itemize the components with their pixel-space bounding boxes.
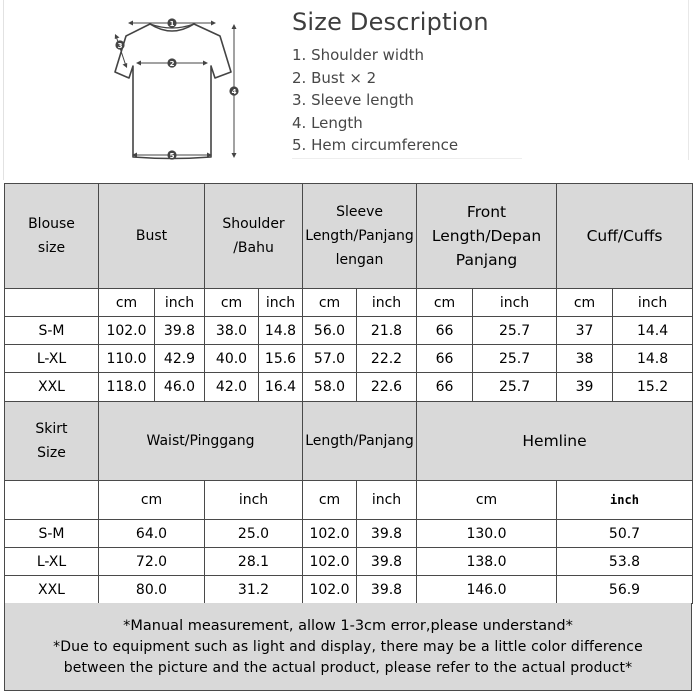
- size-cell: XXL: [5, 373, 99, 402]
- value-cell: 15.2: [613, 373, 693, 402]
- value-cell: 102.0: [99, 317, 155, 345]
- value-cell: 14.8: [259, 317, 303, 345]
- value-cell: 80.0: [99, 576, 205, 604]
- value-cell: 57.0: [303, 345, 357, 373]
- value-cell: 40.0: [205, 345, 259, 373]
- note-color-difference: *Due to equipment such as light and display, there may be a little color difference: [53, 639, 643, 655]
- list-item: 1. Shoulder width: [292, 46, 424, 64]
- tshirt-diagram: [98, 8, 258, 168]
- value-cell: 102.0: [303, 548, 357, 576]
- value-cell: 102.0: [303, 576, 357, 604]
- value-cell: 39.8: [357, 520, 417, 548]
- value-cell: 46.0: [155, 373, 205, 402]
- blouse-units-row: [5, 289, 693, 317]
- unit-cell: cm: [303, 289, 357, 317]
- size-cell: S-M: [5, 317, 99, 345]
- value-cell: 25.7: [473, 345, 557, 373]
- value-cell: 14.8: [613, 345, 693, 373]
- tshirt-icon: [98, 8, 258, 168]
- value-cell: 42.9: [155, 345, 205, 373]
- unit-cell: cm: [557, 289, 613, 317]
- table-row: [5, 317, 693, 345]
- cuff-header: Cuff/Cuffs: [557, 184, 693, 289]
- unit-cell: inch: [155, 289, 205, 317]
- empty-cell: [5, 289, 99, 317]
- value-cell: 66: [417, 317, 473, 345]
- size-cell: L-XL: [5, 345, 99, 373]
- unit-cell: inch: [557, 481, 693, 520]
- value-cell: 25.7: [473, 373, 557, 402]
- list-item: 5. Hem circumference: [292, 136, 459, 154]
- unit-cell: cm: [417, 481, 557, 520]
- value-cell: 25.7: [473, 317, 557, 345]
- unit-cell: inch: [357, 481, 417, 520]
- table-row: [5, 520, 693, 548]
- skirt-size-header: Skirt Size: [5, 402, 99, 481]
- value-cell: 22.2: [357, 345, 417, 373]
- unit-cell: inch: [357, 289, 417, 317]
- hemline-header: Hemline: [417, 402, 693, 481]
- value-cell: 31.2: [205, 576, 303, 604]
- unit-cell: inch: [473, 289, 557, 317]
- unit-cell: cm: [417, 289, 473, 317]
- size-description-list: [292, 44, 458, 157]
- value-cell: 102.0: [303, 520, 357, 548]
- size-cell: S-M: [5, 520, 99, 548]
- marker-3-label: 3: [117, 41, 123, 50]
- skirt-length-header: Length/Panjang: [303, 402, 417, 481]
- marker-2-label: 2: [169, 59, 175, 68]
- shoulder-header: Shoulder /Bahu: [205, 184, 303, 289]
- value-cell: 38.0: [205, 317, 259, 345]
- list-item: 4. Length: [292, 113, 363, 132]
- value-cell: 138.0: [417, 548, 557, 576]
- value-cell: 16.4: [259, 373, 303, 402]
- size-cell: L-XL: [5, 548, 99, 576]
- value-cell: 146.0: [417, 576, 557, 604]
- front-length-header: Front Length/Depan Panjang: [417, 184, 557, 289]
- value-cell: 37: [557, 317, 613, 345]
- note-manual-measurement: *Manual measurement, allow 1-3cm error,please understand*: [123, 618, 573, 634]
- value-cell: 130.0: [417, 520, 557, 548]
- size-cell: XXL: [5, 576, 99, 604]
- marker-1-label: 1: [169, 19, 175, 28]
- value-cell: 58.0: [303, 373, 357, 402]
- value-cell: 56.9: [557, 576, 693, 604]
- value-cell: 56.0: [303, 317, 357, 345]
- value-cell: 39.8: [357, 576, 417, 604]
- value-cell: 38: [557, 345, 613, 373]
- unit-cell: cm: [99, 289, 155, 317]
- value-cell: 64.0: [99, 520, 205, 548]
- value-cell: 66: [417, 373, 473, 402]
- value-cell: 53.8: [557, 548, 693, 576]
- value-cell: 72.0: [99, 548, 205, 576]
- value-cell: 28.1: [205, 548, 303, 576]
- value-cell: 118.0: [99, 373, 155, 402]
- top-right-edge: [688, 0, 689, 160]
- value-cell: 14.4: [613, 317, 693, 345]
- unit-cell: cm: [205, 289, 259, 317]
- value-cell: 42.0: [205, 373, 259, 402]
- unit-cell: inch: [205, 481, 303, 520]
- value-cell: 25.0: [205, 520, 303, 548]
- size-description-section: [0, 0, 693, 183]
- value-cell: 66: [417, 345, 473, 373]
- blouse-size-header: Blouse size: [5, 184, 99, 289]
- table-row: [5, 373, 693, 402]
- list-item: 3. Sleeve length: [292, 91, 414, 109]
- value-cell: 39.8: [357, 548, 417, 576]
- unit-cell: cm: [99, 481, 205, 520]
- note-actual-product: between the picture and the actual product, please refer to the actual product*: [63, 660, 633, 676]
- blouse-header-row: [5, 184, 693, 289]
- value-cell: 22.6: [357, 373, 417, 402]
- table-row: [5, 548, 693, 576]
- blouse-size-table: [4, 183, 693, 402]
- skirt-units-row: [5, 481, 693, 520]
- value-cell: 39: [557, 373, 613, 402]
- list-item: 2. Bust × 2: [292, 68, 377, 87]
- unit-cell: inch: [613, 289, 693, 317]
- marker-4-label: 4: [231, 87, 237, 96]
- skirt-header-row: [5, 402, 693, 481]
- marker-5-label: 5: [169, 151, 175, 160]
- table-row: [5, 345, 693, 373]
- divider: [292, 158, 522, 159]
- waist-header: Waist/Pinggang: [99, 402, 303, 481]
- unit-cell: inch: [259, 289, 303, 317]
- skirt-size-table: [4, 401, 693, 604]
- sleeve-length-header: Sleeve Length/Panjang lengan: [303, 184, 417, 289]
- unit-cell: cm: [303, 481, 357, 520]
- table-row: [5, 576, 693, 604]
- top-left-edge: [3, 0, 4, 180]
- size-description-title: Size Description: [292, 8, 489, 36]
- value-cell: 50.7: [557, 520, 693, 548]
- empty-cell: [5, 481, 99, 520]
- value-cell: 21.8: [357, 317, 417, 345]
- value-cell: 15.6: [259, 345, 303, 373]
- value-cell: 110.0: [99, 345, 155, 373]
- value-cell: 39.8: [155, 317, 205, 345]
- bust-header: Bust: [99, 184, 205, 289]
- measurement-notes: [4, 603, 692, 691]
